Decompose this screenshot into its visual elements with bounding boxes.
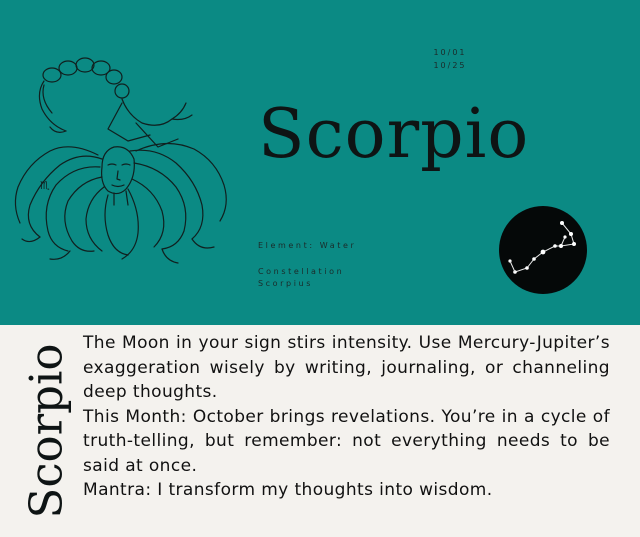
scorpio-glyph: ♏ — [40, 179, 50, 192]
date-end: 10/25 — [433, 61, 467, 70]
horoscope-mantra: Mantra: I transform my thoughts into wisdom. — [83, 480, 493, 500]
page-title: Scorpio — [258, 95, 530, 174]
scorpion-woman-illustration — [10, 55, 240, 270]
horoscope-this-month: This Month: October brings revelations. You’re in a cycle of truth-telling, but remember: not everything needs to be said at once. — [83, 406, 610, 476]
horoscope-text — [83, 331, 610, 503]
constellation-name: Scorpius — [258, 279, 313, 288]
side-title-text: Scorpio — [19, 343, 73, 519]
constellation-label: Constellation — [258, 267, 345, 276]
scorpius-constellation-icon — [499, 206, 587, 294]
sign-details — [258, 240, 356, 290]
side-title — [6, 325, 86, 537]
element-label: Element: Water — [258, 241, 357, 250]
horoscope-intro: The Moon in your sign stirs intensity. Use Mercury-Jupiter’s exaggeration wisely by writing, journaling, or channeling deep thoughts. — [83, 333, 610, 402]
date-range — [420, 46, 480, 72]
date-start: 10/01 — [433, 48, 467, 57]
